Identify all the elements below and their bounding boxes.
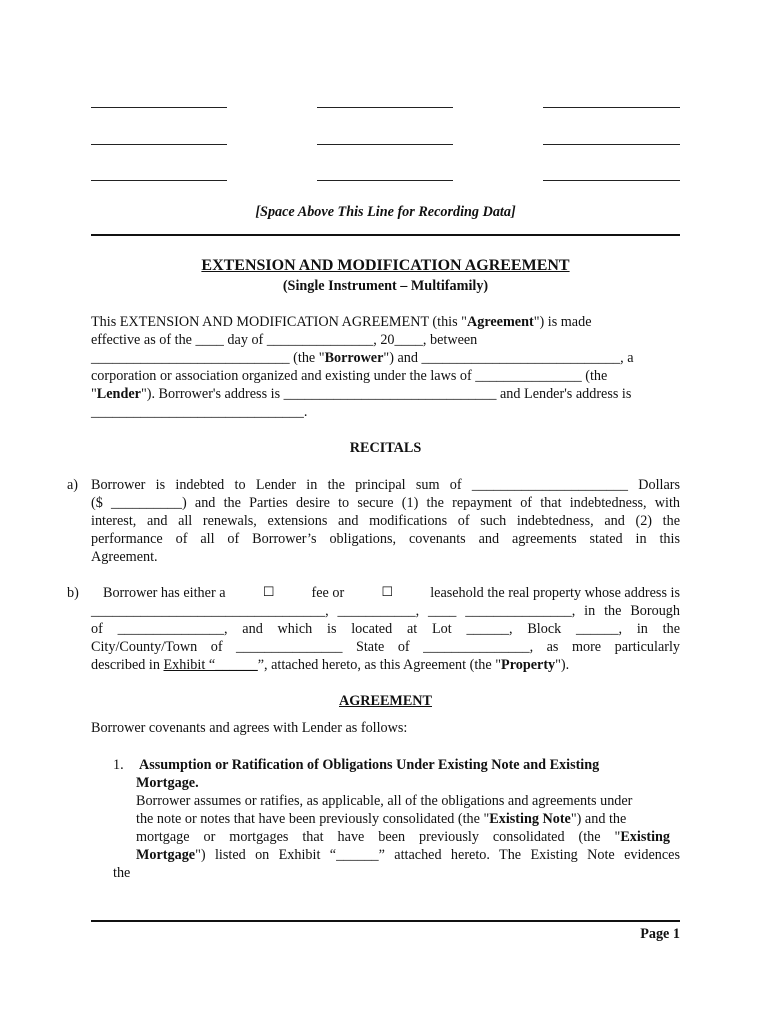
section-heading: Mortgage.	[136, 775, 199, 791]
text: ____________________________ (the "	[91, 350, 325, 366]
text: described in	[91, 657, 164, 673]
text: ") and ____________________________, a	[383, 350, 634, 366]
agreement-heading: AGREEMENT	[338, 693, 432, 709]
recording-blank	[543, 180, 680, 181]
recital-line: ($ __________) and the Parties desire to secure (1) the repayment of that indebtedness, with	[91, 495, 680, 511]
recording-blank	[91, 180, 227, 181]
defined-term: Existing	[620, 829, 670, 845]
text: leasehold the real property whose address is	[430, 585, 680, 601]
recording-blank	[317, 107, 453, 108]
recital-line	[91, 584, 680, 602]
text: fee or	[311, 585, 345, 601]
leasehold-checkbox[interactable]: ☐	[381, 585, 394, 600]
recording-blank	[543, 107, 680, 108]
recording-blank	[543, 144, 680, 145]
recording-blank	[91, 144, 227, 145]
agreement-intro: Borrower covenants and agrees with Lender as follows:	[91, 720, 408, 736]
text: ") and the	[570, 811, 627, 827]
fee-checkbox[interactable]: ☐	[262, 585, 275, 600]
intro-line: ______________________________.	[91, 404, 308, 420]
text: This EXTENSION AND MODIFICATION AGREEMENT (this "	[91, 314, 467, 330]
text: ").	[555, 657, 570, 673]
defined-term: Agreement	[466, 314, 534, 330]
text: ") listed on Exhibit “______” attached hereto. The Existing Note evidences	[195, 847, 680, 863]
recital-line: of _______________, and which is located at Lot ______, Block ______, in the	[91, 621, 680, 637]
defined-term: Borrower	[324, 350, 384, 366]
section-number: 1.	[113, 757, 124, 773]
recording-note: [Space Above This Line for Recording Data]	[255, 204, 516, 220]
recital-line: Borrower is indebted to Lender in the principal sum of ______________________ Dollars	[91, 477, 680, 493]
recital-line: _________________________________, ___________, ____ _______________, in the Borough	[91, 603, 680, 619]
defined-term: Property	[501, 657, 556, 673]
defined-term: Existing Note	[489, 811, 571, 827]
section-line	[136, 828, 670, 846]
document-subtitle: (Single Instrument – Multifamily)	[282, 278, 489, 294]
list-marker: a)	[67, 477, 79, 493]
recording-blank	[317, 144, 453, 145]
recording-blank	[317, 180, 453, 181]
recording-blank	[91, 107, 227, 108]
recording-divider	[91, 234, 680, 236]
section-line	[136, 810, 680, 828]
intro-line	[91, 349, 680, 367]
page-number: Page 1	[640, 926, 680, 942]
text: Borrower has either a	[103, 585, 226, 601]
text: mortgage or mortgages that have been previously consolidated (the "	[136, 829, 621, 845]
section-line: Borrower assumes or ratifies, as applicable, all of the obligations and agreements under	[136, 793, 633, 809]
section-line: the	[113, 865, 131, 881]
recital-line	[91, 656, 680, 674]
text: ") is made	[533, 314, 592, 330]
defined-term: Lender	[96, 386, 141, 402]
recital-line: City/County/Town of _______________ State of _______________, as more particularly	[91, 639, 680, 655]
intro-line	[91, 385, 680, 403]
text: ”, attached hereto, as this Agreement (the "	[257, 657, 502, 673]
section-line	[136, 846, 680, 864]
intro-line: corporation or association organized and existing under the laws of _______________ (the	[91, 368, 608, 384]
document-title: EXTENSION AND MODIFICATION AGREEMENT	[201, 257, 570, 274]
intro-line: effective as of the ____ day of _______________, 20____, between	[91, 332, 478, 348]
defined-term: Mortgage	[136, 847, 196, 863]
text: the note or notes that have been previously consolidated (the "	[136, 811, 490, 827]
text: "	[91, 386, 97, 402]
exhibit-reference: Exhibit “______	[163, 657, 258, 673]
recital-line: interest, and all renewals, extensions and modifications of such indebtedness, and (2) the	[91, 513, 680, 529]
section-heading: Assumption or Ratification of Obligations Under Existing Note and Existing	[139, 757, 600, 773]
text: "). Borrower's address is ______________________________ and Lender's address is	[140, 386, 632, 402]
recitals-heading: RECITALS	[349, 440, 422, 456]
intro-line	[91, 313, 680, 331]
recital-line: performance of all of Borrower’s obligations, covenants and agreements stated in this	[91, 531, 680, 547]
footer-divider	[91, 920, 680, 922]
list-marker: b)	[67, 585, 79, 601]
recital-line: Agreement.	[91, 549, 158, 565]
